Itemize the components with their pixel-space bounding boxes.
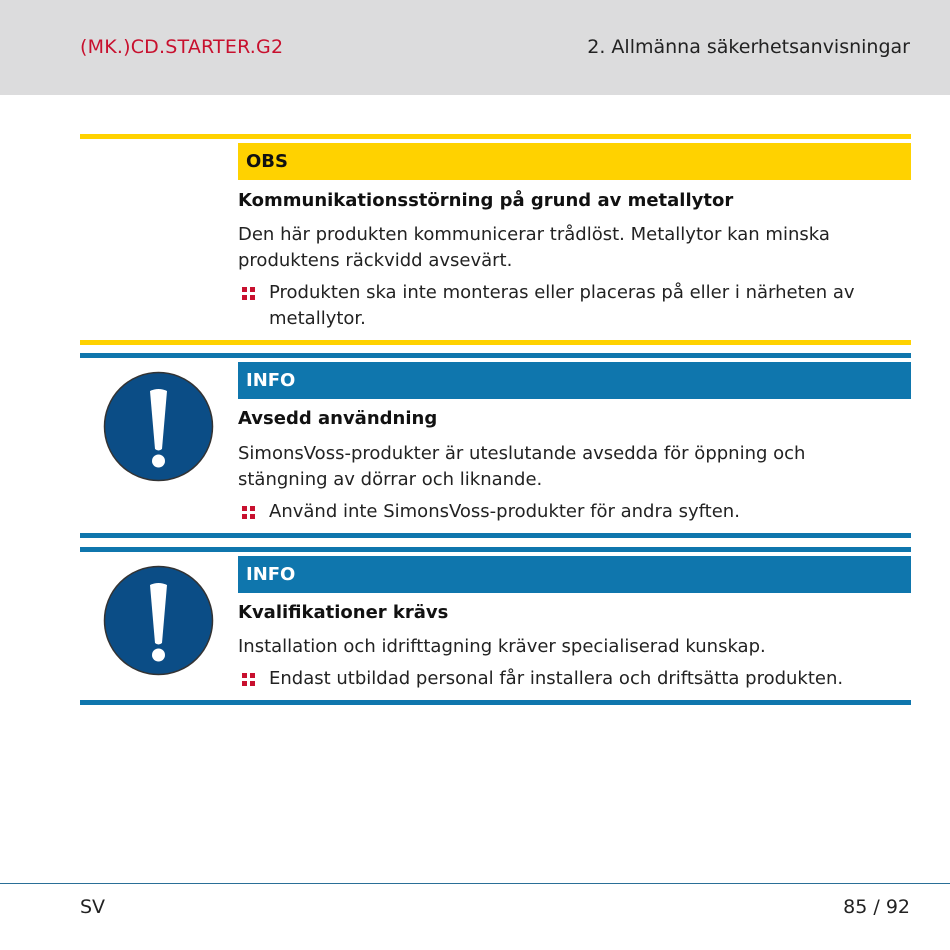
notice-subtitle: Avsedd användning bbox=[238, 408, 438, 429]
notice-body: Installation och idrifttagning kräver specialiserad kunskap. bbox=[238, 636, 766, 657]
bullet-text: Produkten ska inte monteras eller placeras på eller i närheten av metallytor. bbox=[269, 282, 855, 329]
notice-subtitle: Kommunikationsstörning på grund av metallytor bbox=[238, 190, 734, 211]
bullet-square-icon bbox=[242, 673, 255, 686]
footer-language: SV bbox=[80, 896, 106, 918]
bullet-square-icon bbox=[242, 506, 255, 519]
bullet-square-icon bbox=[242, 287, 255, 300]
notice-body: SimonsVoss-produkter är uteslutande avsedda för öppning och stängning av dörrar och liknande. bbox=[238, 443, 806, 490]
obs-notice bbox=[80, 134, 911, 346]
notice-bottom-rule bbox=[80, 340, 911, 345]
exclamation-circle-icon bbox=[103, 371, 214, 482]
notice-top-rule bbox=[80, 547, 911, 552]
notice-bullet bbox=[238, 666, 898, 692]
notice-bullet bbox=[238, 499, 888, 525]
info-notice-qualifications bbox=[80, 547, 911, 707]
info-notice-intended-use bbox=[80, 353, 911, 539]
notice-subtitle: Kvalifikationer krävs bbox=[238, 602, 449, 623]
document-code: (MK.)CD.STARTER.G2 bbox=[80, 36, 284, 58]
notice-top-rule bbox=[80, 353, 911, 358]
notice-bottom-rule bbox=[80, 700, 911, 705]
footer-divider bbox=[0, 883, 950, 884]
chapter-title: 2. Allmänna säkerhetsanvisningar bbox=[587, 36, 910, 58]
notice-body: Den här produkten kommunicerar trådlöst. Metallytor kan minska produktens räckvidd avsevärt. bbox=[238, 224, 830, 271]
notice-title-bar: INFO bbox=[238, 556, 911, 593]
notice-bullet bbox=[238, 280, 888, 332]
bullet-text: Använd inte SimonsVoss-produkter för andra syften. bbox=[269, 501, 740, 522]
notice-title-bar: OBS bbox=[238, 143, 911, 180]
notice-title-bar: INFO bbox=[238, 362, 911, 399]
page-number: 85 / 92 bbox=[843, 896, 910, 918]
exclamation-circle-icon bbox=[103, 565, 214, 676]
page-header bbox=[0, 0, 950, 95]
notice-top-rule bbox=[80, 134, 911, 139]
bullet-text: Endast utbildad personal får installera och driftsätta produkten. bbox=[269, 668, 844, 689]
notice-bottom-rule bbox=[80, 533, 911, 538]
